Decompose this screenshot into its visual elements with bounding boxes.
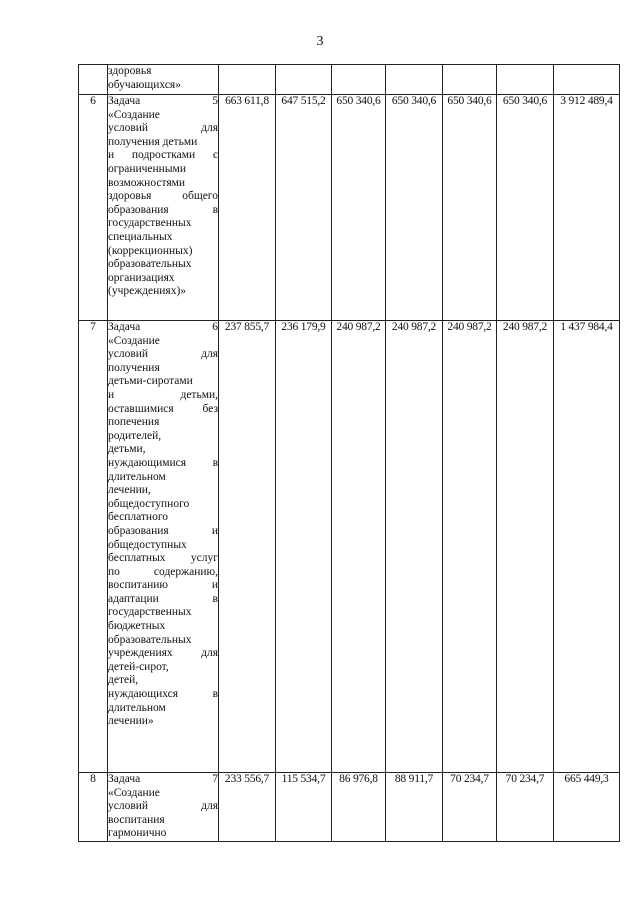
task-line: попечения [108,416,160,429]
task-line: воспитанию и [108,579,218,592]
task-line: «Создание [108,108,160,121]
task-line: государственных [108,217,192,230]
year-value-cell: 647 515,2 [276,95,332,321]
year-value-cell [443,65,497,95]
task-line: детьми-сиротами [108,375,193,388]
task-line: ограниченными [108,162,186,175]
task-line: организациях [108,271,175,284]
task-line: общедоступного [108,497,190,510]
row-index: 7 [79,321,108,773]
task-line: бесплатного [108,511,169,524]
task-line: здоровья общего [108,190,218,203]
year-value-cell: 115 534,7 [276,773,332,842]
task-description [108,773,219,842]
task-line: образовательных [108,633,192,646]
task-line: бюджетных [108,620,166,633]
year-value-cell: 237 855,7 [219,321,276,773]
year-value-cell [276,65,332,95]
row-index [79,65,108,95]
task-line: лечении» [108,715,154,728]
task-line: детей, [108,674,139,687]
task-description [108,65,219,95]
task-line: длительном [108,701,166,714]
year-value-cell: 240 987,2 [386,321,443,773]
row-index: 6 [79,95,108,321]
task-line: и подростками с [108,149,218,162]
task-line: (учреждениях)» [108,285,187,298]
task-line: Задача 6 [108,321,218,333]
task-line: возможностями [108,176,186,189]
table-row [79,65,620,95]
task-line: воспитания [108,813,165,826]
year-value-cell [497,65,554,95]
year-value-cell: 663 611,8 [219,95,276,321]
task-line: оставшимися без [108,402,218,415]
task-description [108,321,219,773]
task-line: Задача 7 [108,773,218,785]
task-line: условий для [108,348,218,361]
year-value-cell: 86 976,8 [332,773,386,842]
task-line: детьми, [108,443,146,456]
year-value-cell: 240 987,2 [443,321,497,773]
task-line: родителей, [108,429,162,442]
task-line: нуждающихся в [108,688,218,701]
task-line: здоровья [108,65,152,77]
task-line: Задача 5 [108,95,218,107]
budget-table [78,64,620,842]
task-line: «Создание [108,334,160,347]
year-value-cell [332,65,386,95]
task-line: получения детьми [108,135,198,148]
total-value-cell: 3 912 489,4 [554,95,620,321]
task-line: длительном [108,470,166,483]
task-line: по содержанию, [108,565,218,578]
task-line: (коррекционных) [108,244,193,257]
year-value-cell [219,65,276,95]
year-value-cell: 240 987,2 [497,321,554,773]
total-value-cell: 1 437 984,4 [554,321,620,773]
year-value-cell [386,65,443,95]
task-line: гармонично [108,827,167,840]
row-index: 8 [79,773,108,842]
page-number: 3 [316,34,324,49]
table-row [79,321,620,773]
task-line: получения [108,361,160,374]
year-value-cell: 240 987,2 [332,321,386,773]
total-value-cell [554,65,620,95]
task-line: нуждающимися в [108,456,218,469]
task-line: государственных [108,606,192,619]
task-line: детей-сирот, [108,660,169,673]
task-line: образования и [108,524,218,537]
total-value-cell: 665 449,3 [554,773,620,842]
task-line: обучающихся» [108,78,181,91]
year-value-cell: 70 234,7 [497,773,554,842]
year-value-cell: 650 340,6 [386,95,443,321]
year-value-cell: 233 556,7 [219,773,276,842]
task-line: и детьми, [108,388,218,401]
task-line: адаптации в [108,592,218,605]
year-value-cell: 70 234,7 [443,773,497,842]
task-line: образования в [108,203,218,216]
task-line: условий для [108,800,218,813]
year-value-cell: 88 911,7 [386,773,443,842]
task-description [108,95,219,321]
year-value-cell: 650 340,6 [332,95,386,321]
task-line: «Создание [108,786,160,799]
task-line: образовательных [108,258,192,271]
year-value-cell: 650 340,6 [497,95,554,321]
year-value-cell: 650 340,6 [443,95,497,321]
task-line: лечении, [108,484,151,497]
task-line: условий для [108,122,218,135]
year-value-cell: 236 179,9 [276,321,332,773]
task-line: бесплатных услуг [108,552,218,565]
task-line: учреждениях для [108,647,218,660]
table-row [79,95,620,321]
task-line: общедоступных [108,538,187,551]
table-row [79,773,620,842]
task-line: специальных [108,230,173,243]
